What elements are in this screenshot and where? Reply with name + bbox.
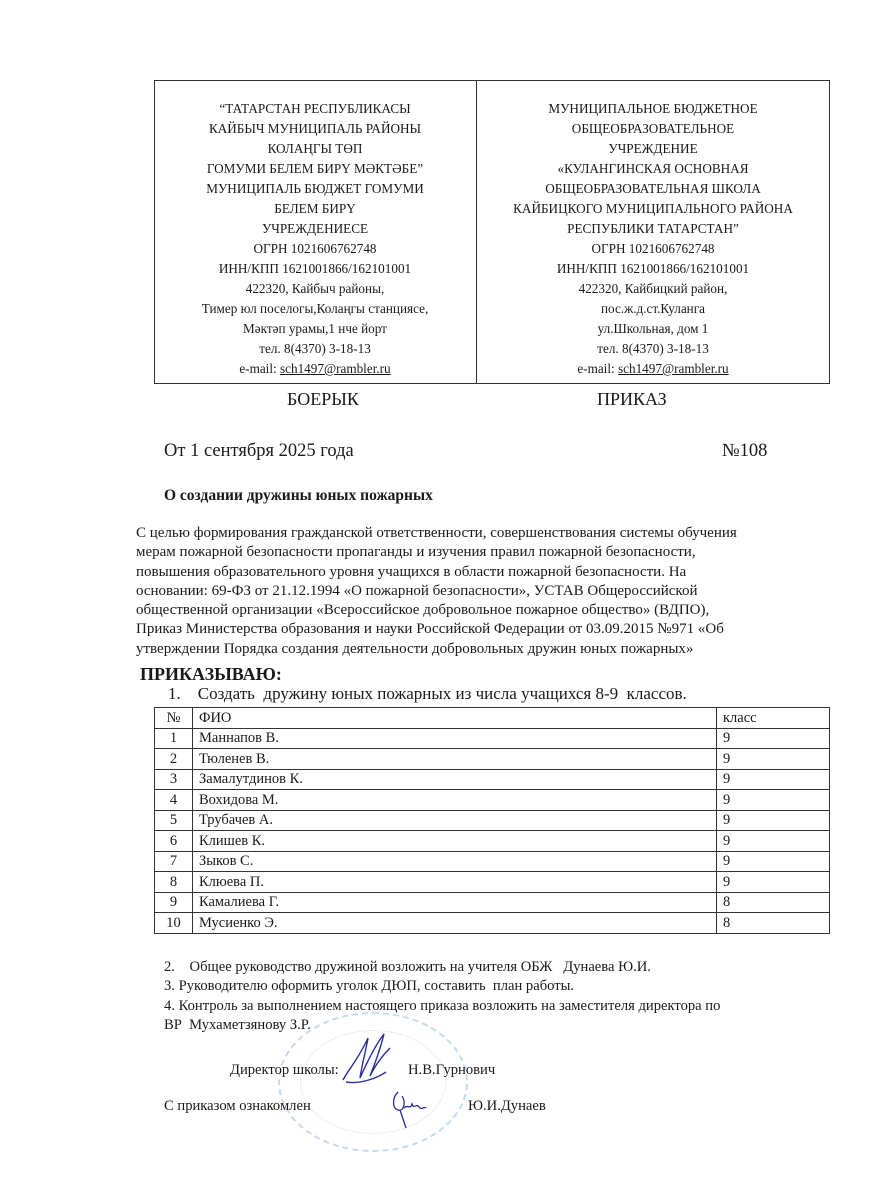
order-item-4-cont: ВР Мухаметзянову З.Р. bbox=[164, 1017, 311, 1034]
letterhead-line: Тимер юл поселогы,Колаңгы станциясе, bbox=[201, 301, 429, 316]
table-row bbox=[155, 831, 830, 852]
order-item-2: 2. Общее руководство дружиной возложить на учителя ОБЖ Дунаева Ю.И. bbox=[164, 959, 651, 975]
table-row bbox=[155, 913, 830, 934]
preamble-line: общественной организации «Всероссийское добровольное пожарное общество» (ВДПО), bbox=[136, 602, 710, 619]
table-row bbox=[155, 892, 830, 913]
row-name: Маннапов В. bbox=[193, 728, 717, 749]
order-item-1: 1. Создать дружину юных пожарных из числа учащихся 8-9 классов. bbox=[168, 684, 687, 703]
row-name: Вохидова М. bbox=[193, 790, 717, 811]
order-date: От 1 сентября 2025 года bbox=[164, 441, 354, 461]
email-label: e-mail: bbox=[577, 361, 618, 376]
table-row bbox=[155, 790, 830, 811]
letterhead-line: МУНИЦИПАЛЬНОЕ БЮДЖЕТНОЕ bbox=[548, 101, 758, 116]
preamble-line: С целью формирования гражданской ответственности, совершенствования системы обучения bbox=[136, 525, 737, 541]
email-link[interactable]: sch1497@rambler.ru bbox=[617, 361, 729, 376]
letterhead-line: тел. 8(4370) 3-18-13 bbox=[597, 341, 709, 356]
row-number: 8 bbox=[155, 872, 193, 893]
email-link[interactable]: sch1497@rambler.ru bbox=[279, 361, 391, 376]
row-number: 1 bbox=[155, 728, 193, 749]
table-row bbox=[155, 851, 830, 872]
letterhead-box bbox=[154, 80, 830, 384]
email-line bbox=[155, 359, 475, 379]
header-class: класс bbox=[717, 708, 830, 729]
row-class: 9 bbox=[717, 872, 830, 893]
row-name: Тюленев В. bbox=[193, 749, 717, 770]
letterhead-line: ГОМУМИ БЕЛЕМ БИРҮ МӘКТӘБЕ” bbox=[206, 161, 424, 176]
director-label: Директор школы: bbox=[230, 1062, 339, 1078]
letterhead-line: УЧРЕЖДЕНИЕ bbox=[608, 141, 698, 156]
letterhead-line: КОЛАҢГЫ ТӨП bbox=[267, 141, 363, 156]
letterhead-line: БЕЛЕМ БИРҮ bbox=[274, 201, 356, 216]
row-number: 2 bbox=[155, 749, 193, 770]
acknowledged-name: Ю.И.Дунаев bbox=[468, 1098, 546, 1114]
row-number: 10 bbox=[155, 913, 193, 934]
acknowledged-label: С приказом ознакомлен bbox=[164, 1098, 311, 1114]
order-heading: ПРИКАЗЫВАЮ: bbox=[140, 664, 282, 684]
preamble-line: утверждении Порядка создания деятельности добровольных дружин юных пожарных» bbox=[136, 640, 694, 657]
row-number: 4 bbox=[155, 790, 193, 811]
letterhead-line: КАЙБЫЧ МУНИЦИПАЛЬ РАЙОНЫ bbox=[208, 121, 422, 136]
order-subject: О создании дружины юных пожарных bbox=[164, 487, 433, 504]
table-row bbox=[155, 872, 830, 893]
row-class: 9 bbox=[717, 749, 830, 770]
row-name: Мусиенко Э. bbox=[193, 913, 717, 934]
row-name: Камалиева Г. bbox=[193, 892, 717, 913]
row-class: 9 bbox=[717, 769, 830, 790]
letterhead-line: ОГРН 1021606762748 bbox=[591, 241, 715, 256]
row-class: 9 bbox=[717, 851, 830, 872]
roster-table bbox=[154, 707, 830, 934]
letterhead-line: Мәктәп урамы,1 нче йорт bbox=[243, 321, 387, 336]
teacher-signature-icon bbox=[388, 1088, 428, 1130]
letterhead-line: пос.ж.д.ст.Куланга bbox=[600, 301, 706, 316]
table-row bbox=[155, 769, 830, 790]
header-name: ФИО bbox=[193, 708, 717, 729]
letterhead-line: МУНИЦИПАЛЬ БЮДЖЕТ ГОМУМИ bbox=[206, 181, 424, 196]
table-row bbox=[155, 810, 830, 831]
row-name: Замалутдинов К. bbox=[193, 769, 717, 790]
email-line bbox=[477, 359, 829, 379]
director-name: Н.В.Гурнович bbox=[408, 1062, 496, 1078]
letterhead-line: “ТАТАРСТАН РЕСПУБЛИКАСЫ bbox=[219, 101, 411, 116]
letterhead-line: ОБЩЕОБРАЗОВАТЕЛЬНАЯ ШКОЛА bbox=[545, 181, 761, 196]
preamble-line: повышения образовательного уровня учащихся в области пожарной безопасности. На bbox=[136, 563, 687, 580]
row-number: 6 bbox=[155, 831, 193, 852]
row-class: 8 bbox=[717, 892, 830, 913]
row-class: 9 bbox=[717, 790, 830, 811]
letterhead-line: тел. 8(4370) 3-18-13 bbox=[259, 341, 371, 356]
row-name: Клюева П. bbox=[193, 872, 717, 893]
order-item-3: 3. Руководителю оформить уголок ДЮП, составить план работы. bbox=[164, 978, 575, 995]
preamble-line: мерам пожарной безопасности пропаганды и изучения правил пожарной безопасности, bbox=[136, 544, 696, 561]
table-row bbox=[155, 749, 830, 770]
preamble-line: основании: 69-ФЗ от 21.12.1994 «О пожарной безопасности», УСТАВ Общероссийской bbox=[136, 582, 698, 599]
letterhead-line: РЕСПУБЛИКИ ТАТАРСТАН” bbox=[567, 221, 739, 236]
row-number: 3 bbox=[155, 769, 193, 790]
row-class: 9 bbox=[717, 810, 830, 831]
header-number: № bbox=[155, 708, 193, 729]
row-class: 8 bbox=[717, 913, 830, 934]
letterhead-line: ИНН/КПП 1621001866/162101001 bbox=[218, 261, 412, 276]
letterhead-line: ИНН/КПП 1621001866/162101001 bbox=[556, 261, 750, 276]
letterhead-line: 422320, Кайбицкий район, bbox=[578, 281, 728, 296]
table-header-row bbox=[155, 708, 830, 729]
letterhead-tatar bbox=[155, 99, 475, 379]
row-number: 7 bbox=[155, 851, 193, 872]
letterhead-line: ОБЩЕОБРАЗОВАТЕЛЬНОЕ bbox=[571, 121, 735, 136]
letterhead-line: ОГРН 1021606762748 bbox=[253, 241, 377, 256]
preamble-line: Приказ Министерства образования и науки Российской Федерации от 03.09.2015 №971 «Об bbox=[136, 621, 724, 638]
email-label: e-mail: bbox=[239, 361, 280, 376]
order-number: №108 bbox=[722, 441, 768, 461]
order-item-4: 4. Контроль за выполнением настоящего приказа возложить на заместителя директора по bbox=[164, 997, 721, 1014]
letterhead-line: «КУЛАНГИНСКАЯ ОСНОВНАЯ bbox=[557, 161, 749, 176]
row-number: 5 bbox=[155, 810, 193, 831]
order-items bbox=[164, 958, 720, 1036]
row-name: Клишев К. bbox=[193, 831, 717, 852]
row-name: Трубачев А. bbox=[193, 810, 717, 831]
letterhead-line: КАЙБИЦКОГО МУНИЦИПАЛЬНОГО РАЙОНА bbox=[513, 201, 793, 216]
row-class: 9 bbox=[717, 728, 830, 749]
letterhead-line: ул.Школьная, дом 1 bbox=[597, 321, 709, 336]
director-signature-icon bbox=[338, 1030, 398, 1088]
row-name: Зыков С. bbox=[193, 851, 717, 872]
letterhead-line: 422320, Кайбыч районы, bbox=[245, 281, 385, 296]
row-class: 9 bbox=[717, 831, 830, 852]
letterhead-russian bbox=[477, 99, 829, 379]
preamble bbox=[136, 524, 836, 659]
letterhead-line: УЧРЕЖДЕНИЕСЕ bbox=[261, 221, 369, 236]
row-number: 9 bbox=[155, 892, 193, 913]
title-russian: ПРИКАЗ bbox=[597, 389, 667, 409]
title-tatar: БОЕРЫК bbox=[287, 389, 359, 409]
table-row bbox=[155, 728, 830, 749]
